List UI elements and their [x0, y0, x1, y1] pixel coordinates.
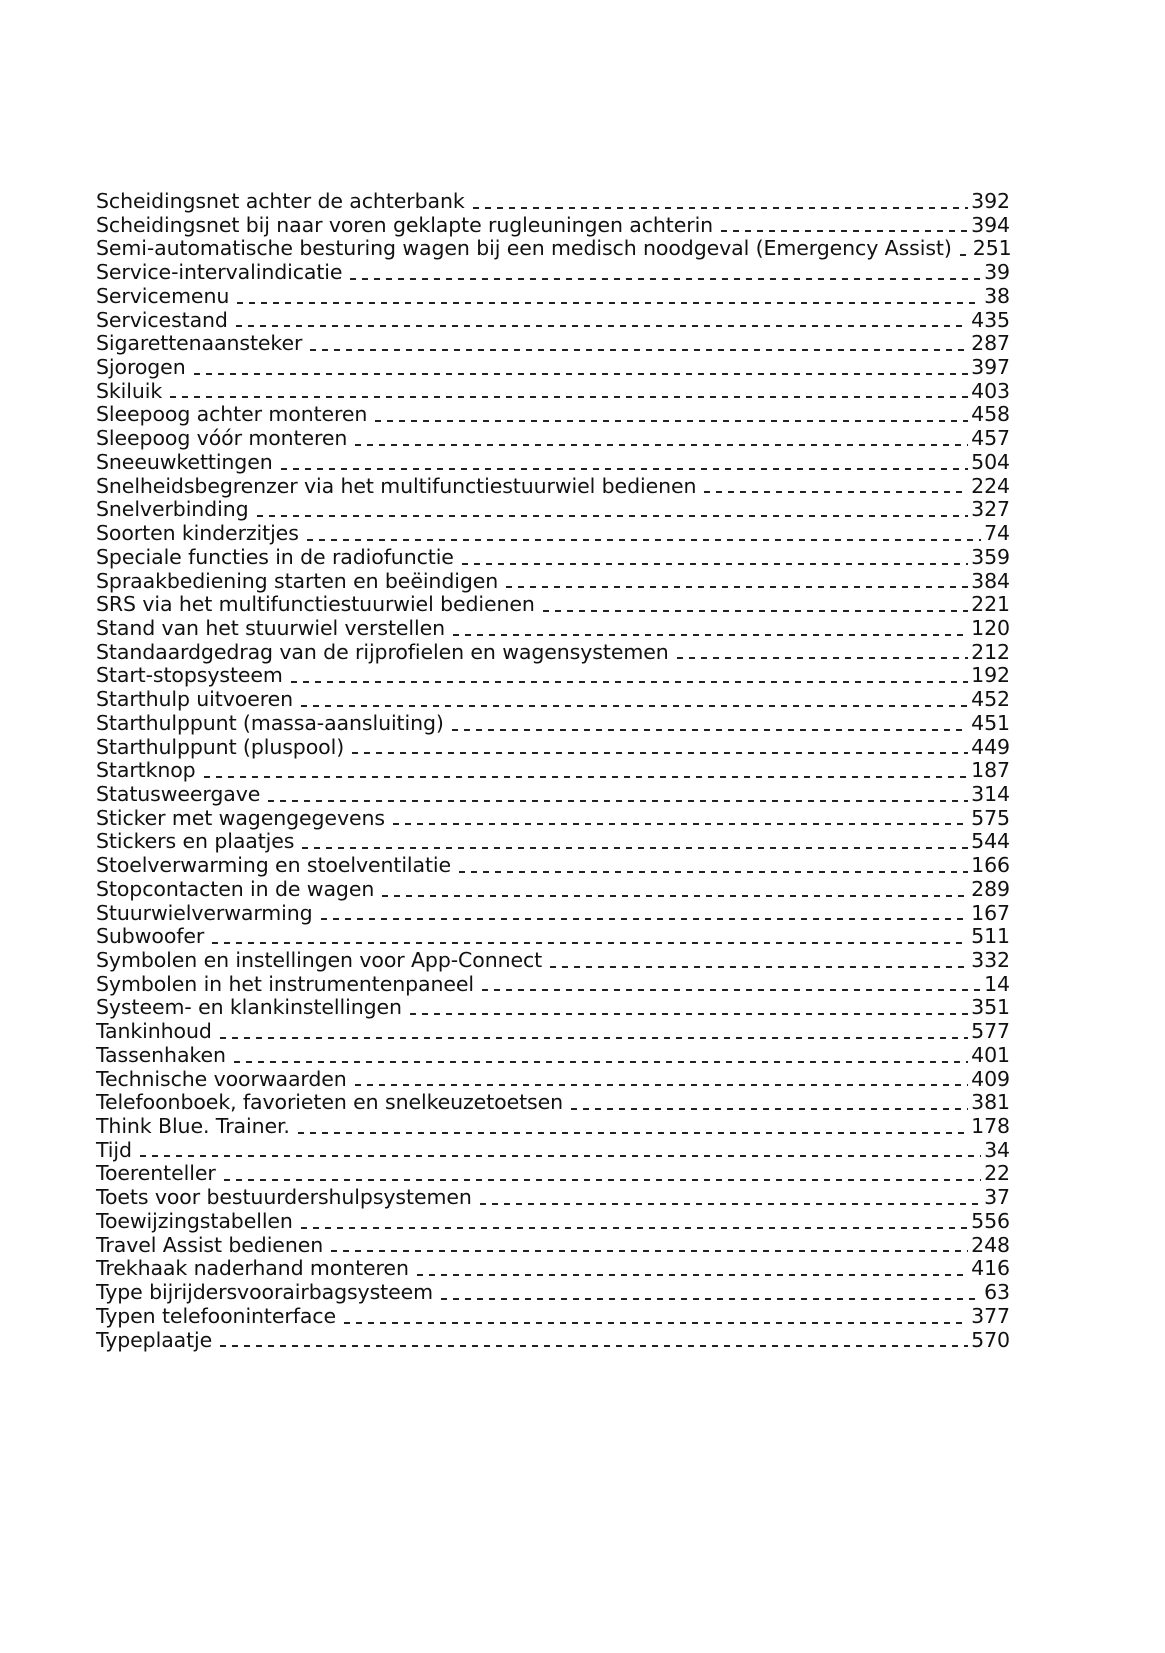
dot-leader: [257, 515, 969, 517]
index-entry: [96, 522, 1010, 546]
dot-leader: [236, 325, 968, 327]
index-entry: [96, 1139, 1010, 1163]
page-number: 397: [971, 355, 1010, 380]
dot-leader: [375, 420, 968, 422]
page-number: 351: [971, 995, 1010, 1020]
index-term: Subwoofer: [96, 924, 205, 949]
index-entry: [96, 830, 1010, 854]
dot-leader: [170, 396, 968, 398]
dot-leader: [677, 657, 969, 659]
dot-leader: [140, 1155, 981, 1157]
page-number: 577: [971, 1019, 1010, 1044]
page-number: 289: [971, 876, 1010, 901]
index-term: Technische voorwaarden: [96, 1066, 347, 1091]
page-number: 570: [971, 1327, 1010, 1352]
index-term: Soorten kinderzitjes: [96, 521, 299, 546]
page-number: 38: [984, 283, 1010, 308]
dot-leader: [331, 1250, 968, 1252]
index-entry: [96, 1091, 1010, 1115]
page-number: 511: [971, 924, 1010, 949]
page-number: 384: [971, 568, 1010, 593]
dot-leader: [462, 563, 968, 565]
index-term: Stand van het stuurwiel verstellen: [96, 615, 446, 640]
index-term: Typen telefooninterface: [96, 1303, 336, 1328]
dot-leader: [480, 1203, 981, 1205]
index-entry: [96, 664, 1010, 688]
index-term: Snelverbinding: [96, 497, 249, 522]
index-term: Scheidingsnet bij naar voren geklapte rugleuningen achterin: [96, 212, 714, 237]
index-entry: [96, 1281, 1010, 1305]
index-term: Symbolen en instellingen voor App-Connect: [96, 948, 543, 972]
index-term: Sleepoog achter monteren: [96, 402, 368, 427]
page-number: 39: [984, 260, 1010, 285]
page-number: 449: [971, 734, 1010, 759]
index-entry: [96, 214, 1010, 238]
page-number: 192: [971, 663, 1010, 688]
index-entry: [96, 593, 1010, 617]
index-entry: [96, 261, 1010, 285]
dot-leader: [506, 586, 968, 588]
index-term: Stoelverwarming en stoelventilatie: [96, 853, 452, 878]
index-entry: [96, 1329, 1010, 1353]
index-entry: [96, 807, 1010, 831]
index-term: Toewijzingstabellen: [96, 1208, 293, 1233]
index-term: Skiluik: [96, 378, 163, 403]
dot-leader: [459, 871, 968, 873]
index-term: Standaardgedrag van de rijprofielen en wagensystemen: [96, 639, 669, 664]
dot-leader: [212, 942, 968, 944]
index-entry: [96, 1186, 1010, 1210]
page-number: 74: [984, 521, 1010, 546]
dot-leader: [204, 776, 969, 778]
index-entry: [96, 356, 1010, 380]
dot-leader: [704, 491, 968, 493]
dot-leader: [301, 705, 968, 707]
dot-leader: [441, 1298, 981, 1300]
dot-leader: [417, 1274, 968, 1276]
page-number: 457: [971, 426, 1010, 451]
page-number: 224: [971, 473, 1010, 498]
index-entry: [96, 285, 1010, 309]
dot-leader: [543, 610, 968, 612]
dot-leader: [301, 1227, 968, 1229]
index-term: Tijd: [96, 1137, 132, 1162]
index-entry: [96, 996, 1010, 1020]
index-term: Sjorogen: [96, 355, 186, 380]
index-term: Stopcontacten in de wagen: [96, 876, 375, 901]
index-entry: [96, 1234, 1010, 1258]
page-number: 327: [971, 497, 1010, 522]
index-term: Spraakbediening starten en beëindigen: [96, 568, 499, 593]
index-entry: [96, 380, 1010, 404]
index-term: Systeem- en klankinstellingen: [96, 995, 402, 1020]
index-entry: [96, 878, 1010, 902]
index-term: Toerenteller: [96, 1161, 216, 1186]
page-number: 394: [971, 212, 1010, 237]
index-term: Starthulppunt (pluspool): [96, 734, 345, 759]
dot-leader: [453, 634, 968, 636]
dot-leader: [393, 823, 968, 825]
index-entry: [96, 309, 1010, 333]
dot-leader: [307, 539, 981, 541]
dot-leader: [355, 444, 968, 446]
page-number: 381: [971, 1090, 1010, 1115]
page-number: 451: [971, 710, 1010, 735]
index-term: Toets voor bestuurdershulpsystemen: [96, 1185, 472, 1210]
index-entry: [96, 854, 1010, 878]
index-entry: [96, 427, 1010, 451]
page-number: 120: [971, 615, 1010, 640]
index-entry: [96, 475, 1010, 499]
index-term: Travel Assist bedienen: [96, 1232, 324, 1257]
dot-leader: [721, 230, 968, 232]
index-term: Sticker met wagengegevens: [96, 805, 385, 830]
index-term: SRS via het multifunctiestuurwiel bedienen: [96, 592, 535, 617]
page-number: 452: [971, 687, 1010, 712]
index-term: Starthulp uitvoeren: [96, 687, 293, 712]
index-entry: [96, 759, 1010, 783]
index-entry: [96, 973, 1010, 997]
dot-leader: [382, 895, 968, 897]
index-entry: [96, 712, 1010, 736]
page-number: 187: [971, 758, 1010, 783]
index-entry: [96, 190, 1010, 214]
alphabetical-index: [96, 190, 1010, 1352]
page-number: 504: [971, 449, 1010, 474]
index-entry: [96, 617, 1010, 641]
index-term: Typeplaatje: [96, 1327, 213, 1352]
dot-leader: [571, 1108, 968, 1110]
dot-leader: [281, 468, 969, 470]
index-term: Servicestand: [96, 307, 228, 332]
index-entry: [96, 783, 1010, 807]
index-term: Semi-automatische besturing wagen bij een medisch noodgeval (Emergency Assist): [96, 236, 952, 261]
index-term: Type bijrijdersvoorairbagsysteem: [96, 1280, 434, 1305]
page-number: 287: [971, 331, 1010, 356]
page-number: 212: [971, 639, 1010, 664]
dot-leader: [234, 1061, 968, 1063]
page-number: 556: [971, 1208, 1010, 1233]
page-number: 401: [971, 1042, 1010, 1067]
index-entry: [96, 736, 1010, 760]
index-entry: [96, 641, 1010, 665]
index-term: Tassenhaken: [96, 1042, 226, 1067]
index-term: Servicemenu: [96, 283, 230, 308]
dot-leader: [355, 1084, 968, 1086]
index-term: Service-intervalindicatie: [96, 260, 343, 285]
index-entry: [96, 570, 1010, 594]
index-term: Stickers en plaatjes: [96, 829, 295, 854]
dot-leader: [310, 349, 968, 351]
index-entry: [96, 237, 1010, 261]
index-entry: [96, 688, 1010, 712]
page-number: 435: [971, 307, 1010, 332]
dot-leader: [482, 989, 981, 991]
index-entry: [96, 1020, 1010, 1044]
index-entry: [96, 1210, 1010, 1234]
index-term: Startknop: [96, 758, 196, 783]
dot-leader: [960, 254, 970, 256]
index-term: Telefoonboek, favorieten en snelkeuzetoetsen: [96, 1090, 564, 1115]
index-entry: [96, 546, 1010, 570]
index-term: Sigarettenaansteker: [96, 331, 303, 356]
dot-leader: [268, 800, 968, 802]
index-entry: [96, 332, 1010, 356]
index-entry: [96, 902, 1010, 926]
page-number: 37: [984, 1185, 1010, 1210]
dot-leader: [237, 302, 981, 304]
dot-leader: [224, 1179, 981, 1181]
dot-leader: [220, 1037, 968, 1039]
page-number: 178: [971, 1114, 1010, 1139]
page-number: 409: [971, 1066, 1010, 1091]
index-term: Snelheidsbegrenzer via het multifunctiestuurwiel bedienen: [96, 473, 697, 498]
dot-leader: [410, 1013, 968, 1015]
index-entry: [96, 1068, 1010, 1092]
page-number: 575: [971, 805, 1010, 830]
page-number: 14: [984, 971, 1010, 996]
index-entry: [96, 1044, 1010, 1068]
page-number: 221: [971, 592, 1010, 617]
page-number: 314: [971, 781, 1010, 806]
dot-leader: [352, 752, 968, 754]
dot-leader: [452, 729, 968, 731]
index-term: Tankinhoud: [96, 1019, 212, 1044]
index-entry: [96, 1162, 1010, 1186]
page-number: 251: [972, 236, 1012, 261]
page-number: 403: [971, 378, 1010, 403]
index-entry: [96, 1305, 1010, 1329]
index-entry: [96, 1257, 1010, 1281]
page-number: 22: [984, 1161, 1010, 1186]
index-term: Think Blue. Trainer.: [96, 1114, 290, 1139]
dot-leader: [344, 1322, 968, 1324]
dot-leader: [220, 1345, 968, 1347]
index-term: Speciale functies in de radiofunctie: [96, 544, 454, 569]
page-number: 458: [971, 402, 1010, 427]
page-number: 248: [971, 1232, 1010, 1257]
dot-leader: [550, 966, 968, 968]
index-term: Symbolen in het instrumentenpaneel: [96, 971, 474, 996]
index-entry: [96, 498, 1010, 522]
page-number: 544: [971, 829, 1010, 854]
page-number: 34: [984, 1137, 1010, 1162]
dot-leader: [194, 373, 969, 375]
page-number: 332: [971, 948, 1010, 972]
index-term: Stuurwielverwarming: [96, 900, 313, 925]
page-number: 359: [971, 544, 1010, 569]
dot-leader: [291, 681, 968, 683]
page-number: 63: [984, 1280, 1010, 1305]
index-entry: [96, 925, 1010, 949]
index-term: Sleepoog vóór monteren: [96, 426, 348, 451]
index-entry: [96, 949, 1010, 973]
dot-leader: [473, 207, 969, 209]
page-number: 392: [971, 189, 1010, 213]
page-number: 377: [971, 1303, 1010, 1328]
index-term: Sneeuwkettingen: [96, 449, 273, 474]
index-term: Scheidingsnet achter de achterbank: [96, 189, 465, 213]
index-entry: [96, 403, 1010, 427]
page-number: 416: [971, 1256, 1010, 1281]
index-entry: [96, 451, 1010, 475]
page-number: 167: [971, 900, 1010, 925]
dot-leader: [350, 278, 981, 280]
page-number: 166: [971, 853, 1010, 878]
index-term: Statusweergave: [96, 781, 261, 806]
index-entry: [96, 1115, 1010, 1139]
index-term: Trekhaak naderhand monteren: [96, 1256, 409, 1281]
dot-leader: [321, 918, 969, 920]
index-term: Starthulppunt (massa-aansluiting): [96, 710, 444, 735]
index-term: Start-stopsysteem: [96, 663, 283, 688]
dot-leader: [298, 1132, 968, 1134]
dot-leader: [302, 847, 968, 849]
